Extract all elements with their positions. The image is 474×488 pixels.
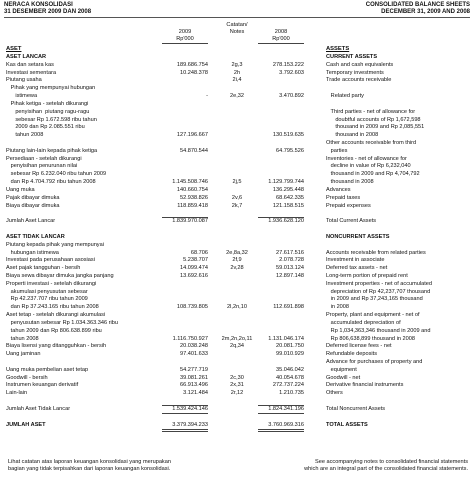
row-label-en: Trade accounts receivable [326, 77, 392, 84]
row-label-en: decline in value of Rp 6,232,040 [326, 163, 411, 170]
row-value-2008: 130.519.635 [272, 132, 304, 139]
grand-total-double-rule [258, 429, 304, 432]
header-date-id: 31 DESEMBER 2009 DAN 2008 [4, 9, 92, 15]
row-value-2008: 1.210.735 [279, 390, 304, 397]
row-label-id: Pihak yang mempunyai hubungan [6, 85, 96, 92]
row-label-id: Jumlah Aset Lancar [6, 218, 56, 225]
row-value-2009: - [206, 93, 208, 100]
row-label-id: Jumlah Aset Tidak Lancar [6, 405, 71, 412]
row-value-2008: 1.936.628.120 [268, 218, 304, 225]
row-label-id: Biaya dibayar dimuka [6, 202, 60, 209]
row-label-en: Related party [326, 93, 364, 100]
table-row [0, 296, 474, 303]
table-row [0, 312, 474, 319]
row-value-2008: 40.054.678 [276, 374, 304, 381]
table-row [0, 234, 474, 241]
row-value-2009: 14.099.474 [180, 265, 208, 272]
table-row [0, 218, 474, 225]
row-label-en: thousand in 2008 [326, 132, 379, 139]
row-note: 2m,2n,2o,11 [221, 335, 253, 342]
row-label-en: Others [326, 390, 343, 397]
row-label-en: Advances [326, 186, 351, 193]
row-label-id: Aset pajak tangguhan - bersih [6, 265, 81, 272]
footer-id-line2: bagian yang tidak terpisahkan dari laporan keuangan konsolidasi. [8, 465, 171, 472]
row-value-2009: 68.706 [190, 249, 208, 256]
row-label-id: Investasi pada perusahaan asosiasi [6, 257, 95, 264]
row-value-2009: 1.116.750.927 [172, 335, 208, 342]
row-value-2008: 1.131.046.174 [268, 335, 304, 342]
row-value-2009: 52.938.826 [180, 194, 208, 201]
row-note: 2q,34 [230, 343, 244, 350]
grand-total-double-rule [162, 429, 208, 432]
table-row [0, 320, 474, 327]
row-value-2008: 1.824.341.196 [268, 405, 304, 412]
column-notes-line2: Notes [229, 28, 245, 35]
header-left [4, 2, 91, 16]
column-year-2008: 2008 [274, 29, 288, 35]
header-right [366, 2, 470, 16]
row-label-en: Third parties - net of allowance for [326, 108, 416, 115]
column-2009-rule [162, 43, 208, 44]
table-row [0, 257, 474, 264]
row-label-id: Piutang lain-lain kepada pihak ketiga [6, 147, 98, 154]
row-label-en: Inventories - net of allowance for [326, 155, 407, 162]
row-label-id: Pihak ketiga - setelah dikurangi [6, 100, 89, 107]
row-label-id: dan Rp 37.243.165 ribu tahun 2008 [6, 304, 99, 311]
table-row [0, 304, 474, 311]
row-label-id: Investasi sementara [6, 69, 57, 76]
subtotal-rule [162, 217, 208, 218]
row-value-2008: 121.158.515 [272, 202, 304, 209]
row-label-en: thousand in 2009 and Rp 2,085,551 [326, 124, 425, 131]
row-label-id: JUMLAH ASET [6, 421, 46, 428]
row-label-en: equipment [326, 366, 357, 373]
table-row [0, 93, 474, 100]
table-row [0, 273, 474, 280]
row-value-2009: 140.660.754 [176, 186, 208, 193]
row-label-en: thousand in 2009 and Rp 4,704,792 [326, 171, 420, 178]
row-value-2009: 54.277.719 [180, 366, 208, 373]
row-note: 2e,8a,32 [226, 249, 248, 256]
table-row [0, 359, 474, 366]
row-label-id: Biaya sewa dibayar dimuka jangka panjang [6, 272, 114, 279]
footer-en-line2: which are an integral part of the consolidated financial statements. [304, 465, 468, 472]
row-label-en: TOTAL ASSETS [326, 421, 368, 428]
table-row [0, 398, 474, 405]
table-row [0, 406, 474, 413]
table-row [0, 390, 474, 397]
table-row [0, 414, 474, 421]
row-label-en: parties [326, 147, 348, 154]
table-row [0, 336, 474, 343]
section-title-id: ASET [6, 46, 22, 52]
table-row [0, 163, 474, 170]
column-header-notes [218, 22, 256, 35]
row-label-en: CURRENT ASSETS [326, 54, 378, 60]
table-row [0, 195, 474, 202]
row-note: 2e,32 [230, 93, 244, 100]
row-value-2008: 3.760.969.316 [268, 421, 304, 428]
row-value-2008: 35.046.042 [276, 366, 304, 373]
row-label-en: Prepaid taxes [326, 194, 361, 201]
row-value-2008: 272.737.224 [272, 382, 304, 389]
row-label-en: doubtful accounts of Rp 1,672,598 [326, 116, 421, 123]
row-value-2009: 97.401.633 [180, 351, 208, 358]
row-label-id: sebesar Rp 6.232.040 ribu tahun 2009 [6, 171, 107, 178]
row-label-id: Pajak dibayar dimuka [6, 194, 60, 201]
column-header-2008 [258, 29, 304, 42]
row-label-id: ASET LANCAR [6, 54, 47, 60]
row-label-en: Other accounts receivable from third [326, 140, 417, 147]
row-label-id: Uang muka [6, 186, 35, 193]
row-label-id: istimewa [6, 93, 38, 100]
row-note: 2k,7 [231, 202, 243, 209]
row-value-2008: 12.897.148 [276, 272, 304, 279]
row-value-2008: 68.642.335 [276, 194, 304, 201]
table-row [0, 375, 474, 382]
table-row [0, 367, 474, 374]
table-row [0, 70, 474, 77]
row-label-id: Uang muka pembelian aset tetap [6, 366, 89, 373]
row-value-2008: 99.010.929 [276, 351, 304, 358]
header-title-id: NERACA KONSOLIDASI [4, 2, 73, 8]
row-label-en: Refundable deposits [326, 351, 378, 358]
row-label-id: 2009 dan Rp 2.085.551 ribu [6, 124, 85, 131]
row-label-id: Goodwill - bersih [6, 374, 48, 381]
section-title-en: ASSETS [326, 46, 350, 52]
table-row [0, 62, 474, 69]
row-note: 2i,4 [232, 77, 242, 84]
row-note: 2f,9 [232, 257, 242, 264]
row-value-2008: 278.153.222 [272, 61, 304, 68]
row-value-2009: 54.870.544 [180, 147, 208, 154]
column-notes-line1: Catatan/ [226, 22, 248, 28]
row-value-2008: 59.013.124 [276, 265, 304, 272]
row-label-id: Properti investasi - setelah dikurangi [6, 280, 97, 287]
row-label-en: thousand in 2008 [326, 179, 374, 186]
row-label-en: accumulated depreciation of [326, 319, 401, 326]
table-row [0, 109, 474, 116]
row-value-2009: 5.238.707 [183, 257, 208, 264]
row-label-id: hubungan istimewa [6, 249, 59, 256]
row-label-en: Derivative financial instruments [326, 382, 404, 389]
row-label-en: Deferred tax assets - net [326, 265, 388, 272]
row-label-en: Investment properties - net of accumulated [326, 280, 433, 287]
table-row [0, 343, 474, 350]
table-row [0, 422, 474, 429]
row-label-id: Kas dan setara kas [6, 61, 54, 68]
table-row [0, 289, 474, 296]
document-header [4, 2, 470, 18]
row-label-id: penyisihan piutang ragu-ragu [6, 108, 90, 115]
table-row [0, 242, 474, 249]
column-2008-rule [258, 43, 304, 44]
subtotal-rule [162, 405, 208, 406]
row-note: 2c,30 [230, 374, 244, 381]
header-date-en: DECEMBER 31, 2009 AND 2008 [381, 9, 470, 15]
row-note: 2g,3 [231, 61, 243, 68]
row-value-2009: 1.145.508.746 [172, 179, 208, 186]
row-value-2008: 1.129.799.744 [268, 179, 304, 186]
row-label-en: depreciation of Rp 42,237,707 thousand [326, 288, 431, 295]
row-label-en: Total Current Assets [326, 218, 377, 225]
row-label-id: Piutang usaha [6, 77, 42, 84]
row-label-id: akumulasi penyusutan sebesar [6, 288, 88, 295]
row-value-2009: 39.081.261 [180, 374, 208, 381]
row-note: 2x,31 [230, 382, 244, 389]
column-unit-2008: Rp'000 [272, 35, 290, 42]
row-label-id: Aset tetap - setelah dikurangi akumulasi [6, 312, 106, 319]
table-row [0, 250, 474, 257]
table-row [0, 148, 474, 155]
subtotal-rule [162, 413, 208, 414]
table-row [0, 226, 474, 233]
footer-note-en [304, 459, 468, 472]
table-row [0, 140, 474, 147]
row-label-en: Temporary investments [326, 69, 384, 76]
row-value-2009: 10.248.378 [180, 69, 208, 76]
row-value-2009: 13.692.616 [180, 272, 208, 279]
row-label-id: sebesar Rp 1.672.598 ribu tahun [6, 116, 97, 123]
table-row [0, 382, 474, 389]
row-value-2009: 20.038.248 [180, 343, 208, 350]
row-label-id: Uang jaminan [6, 351, 41, 358]
row-label-en: Accounts receivable from related parties [326, 249, 426, 256]
table-row [0, 117, 474, 124]
table-row [0, 187, 474, 194]
footer-id-line1: Lihat catatan atas laporan keuangan konsolidasi yang merupakan [8, 459, 171, 465]
column-year-2009: 2009 [178, 29, 192, 35]
row-value-2009: 118.859.418 [177, 202, 208, 209]
footer-en-line1: See accompanying notes to consolidated financial statements [315, 459, 468, 465]
row-label-en: Advance for purchases of property and [326, 358, 423, 365]
row-label-id: tahun 2008 [6, 132, 44, 139]
subtotal-rule [258, 405, 304, 406]
row-label-en: in 2008 [326, 304, 350, 311]
row-note: 2j,5 [232, 179, 242, 186]
row-label-id: Instrumen keuangan derivatif [6, 382, 79, 389]
row-value-2009: 127.196.667 [176, 132, 208, 139]
table-row [0, 179, 474, 186]
table-row [0, 281, 474, 288]
table-row [0, 351, 474, 358]
row-label-en: NONCURRENT ASSETS [326, 233, 390, 240]
row-value-2008: 3.792.603 [279, 69, 304, 76]
row-value-2008: 27.617.516 [276, 249, 304, 256]
row-value-2008: 112.691.898 [273, 304, 304, 311]
row-value-2009: 108.739.805 [176, 304, 208, 311]
row-note: 2v,28 [230, 265, 244, 272]
row-label-en: Property, plant and equipment - net of [326, 312, 420, 319]
table-row [0, 171, 474, 178]
row-note: 2v,6 [231, 194, 243, 201]
row-label-en: Rp 1,034,363,346 thousand in 2009 and [326, 327, 431, 334]
row-value-2009: 189.686.754 [176, 61, 208, 68]
header-title-en: CONSOLIDATED BALANCE SHEETS [365, 2, 470, 8]
row-value-2008: 2.078.728 [279, 257, 304, 264]
column-header-2009 [162, 29, 208, 42]
subtotal-rule [258, 413, 304, 414]
row-label-id: dan Rp 4.704.792 ribu tahun 2008 [6, 179, 96, 186]
row-note: 2h [233, 69, 241, 76]
table-row [0, 77, 474, 84]
row-label-id: ASET TIDAK LANCAR [6, 233, 65, 240]
table-row [0, 101, 474, 108]
table-row [0, 265, 474, 272]
subtotal-rule [258, 217, 304, 218]
row-label-en: Total Noncurrent Assets [326, 405, 386, 412]
row-label-id: Lain-lain [6, 390, 28, 397]
row-value-2008: 136.295.448 [272, 186, 304, 193]
row-label-en: in 2009 and Rp 37,243,165 thousand [326, 296, 423, 303]
table-row [0, 328, 474, 335]
row-label-en: Goodwill - net [326, 374, 361, 381]
row-value-2008: 20.081.750 [276, 343, 304, 350]
row-label-en: Long-term portion of prepaid rent [326, 272, 408, 279]
table-row [0, 203, 474, 210]
row-label-id: tahun 2009 dan Rp 806.638.899 ribu [6, 327, 102, 334]
row-label-en: Investment in associate [326, 257, 385, 264]
row-note: 2r,12 [230, 390, 244, 397]
table-row [0, 54, 474, 61]
table-row [0, 124, 474, 131]
row-label-en: Rp 806,638,899 thousand in 2008 [326, 335, 415, 342]
row-label-en: Deferred license fees - net [326, 343, 392, 350]
row-label-id: penyusutan sebesar Rp 1.034.363.346 ribu [6, 319, 118, 326]
table-row [0, 132, 474, 139]
column-unit-2009: Rp'000 [176, 35, 194, 42]
row-label-id: Biaya lisensi yang ditangguhkan - bersih [6, 343, 107, 350]
row-label-id: tahun 2008 [6, 335, 39, 342]
row-value-2009: 3.379.394.233 [172, 421, 208, 428]
table-row [0, 156, 474, 163]
row-note: 2l,2n,10 [227, 304, 247, 311]
row-label-en: Prepaid expenses [326, 202, 371, 209]
row-label-id: penyisihan penurunan nilai [6, 163, 78, 170]
table-row [0, 85, 474, 92]
table-row [0, 210, 474, 217]
row-value-2009: 1.539.424.146 [172, 405, 208, 412]
row-label-id: Persediaan - setelah dikurangi [6, 155, 82, 162]
row-value-2008: 64.795.526 [276, 147, 304, 154]
row-value-2009: 1.839.970.087 [172, 218, 208, 225]
row-label-id: Rp 42.237.707 ribu tahun 2009 [6, 296, 88, 303]
footer-note-id [8, 459, 171, 472]
row-value-2009: 66.913.496 [180, 382, 208, 389]
row-value-2008: 3.470.892 [279, 93, 304, 100]
row-label-id: Piutang kepada pihak yang mempunyai [6, 241, 104, 248]
row-value-2009: 3.121.484 [183, 390, 208, 397]
row-label-en: Cash and cash equivalents [326, 61, 394, 68]
